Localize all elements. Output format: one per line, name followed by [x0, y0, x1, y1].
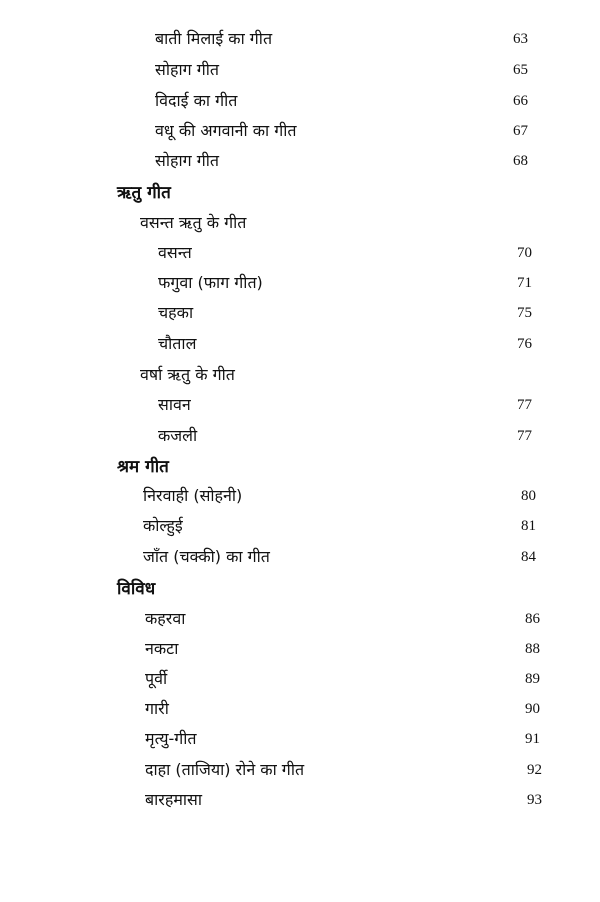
toc-entry	[0, 694, 600, 724]
toc-entry-title: चहका	[158, 303, 194, 322]
toc-entry-page: 89	[525, 671, 540, 687]
toc-entry-title: चौताल	[158, 334, 197, 353]
toc-entry	[0, 421, 600, 451]
section-heading-title: श्रम गीत	[117, 457, 169, 477]
toc-entry-page: 67	[513, 123, 528, 139]
toc-entry	[0, 724, 600, 754]
toc-entry-page: 80	[521, 488, 536, 504]
toc-entry-title: पूर्वी	[145, 669, 168, 688]
toc-entry-title: सावन	[158, 395, 191, 414]
toc-entry-page: 76	[517, 336, 532, 352]
toc-entry-page: 91	[525, 731, 540, 747]
toc-entry-page: 77	[517, 397, 532, 413]
toc-entry-page: 77	[517, 428, 532, 444]
toc-entry	[0, 664, 600, 694]
toc-entry-page: 92	[527, 762, 542, 778]
toc-entry	[0, 634, 600, 664]
section-heading	[0, 452, 600, 482]
toc-entry-page: 68	[513, 153, 528, 169]
toc-entry-page: 81	[521, 518, 536, 534]
section-heading-title: विविध	[117, 579, 156, 599]
toc-entry-title: बारहमासा	[145, 790, 202, 809]
section-heading	[0, 574, 600, 604]
toc-entry-page: 84	[521, 549, 536, 565]
subsection-heading-title: वसन्त ऋतु के गीत	[140, 213, 247, 232]
toc-entry-page: 93	[527, 792, 542, 808]
toc-entry	[0, 55, 600, 85]
toc-entry	[0, 481, 600, 511]
toc-entry	[0, 511, 600, 541]
toc-entry-title: फगुवा (फाग गीत)	[158, 273, 263, 292]
toc-entry	[0, 268, 600, 298]
toc-entry-title: जाँत (चक्की) का गीत	[143, 547, 270, 566]
toc-entry	[0, 604, 600, 634]
toc-entry	[0, 116, 600, 146]
toc-entry-page: 63	[513, 31, 528, 47]
toc-entry-title: कजली	[158, 426, 198, 445]
toc-entry	[0, 146, 600, 176]
toc-entry	[0, 542, 600, 572]
section-heading	[0, 178, 600, 208]
toc-entry	[0, 238, 600, 268]
toc-entry-page: 65	[513, 62, 528, 78]
toc-entry-title: निरवाही (सोहनी)	[143, 486, 243, 505]
toc-entry-title: कोल्हुई	[143, 516, 183, 535]
toc-entry-title: वधू की अगवानी का गीत	[155, 121, 297, 140]
toc-entry	[0, 390, 600, 420]
toc-entry	[0, 86, 600, 116]
subsection-heading	[0, 360, 600, 390]
toc-entry-page: 75	[517, 305, 532, 321]
toc-entry-title: कहरवा	[145, 609, 186, 628]
toc-entry-title: दाहा (ताजिया) रोने का गीत	[145, 760, 305, 779]
subsection-heading	[0, 208, 600, 238]
toc-entry-title: नकटा	[145, 639, 179, 658]
toc-entry-page: 88	[525, 641, 540, 657]
toc-entry-page: 90	[525, 701, 540, 717]
toc-entry-title: वसन्त	[158, 243, 192, 262]
toc-entry-title: सोहाग गीत	[155, 60, 219, 79]
toc-entry-page: 86	[525, 611, 540, 627]
toc-entry-page: 70	[517, 245, 532, 261]
toc-entry-title: गारी	[145, 699, 169, 718]
toc-entry-title: सोहाग गीत	[155, 151, 219, 170]
toc-entry-title: बाती मिलाई का गीत	[155, 29, 273, 48]
toc-entry	[0, 24, 600, 54]
toc-entry	[0, 298, 600, 328]
toc-entry	[0, 785, 600, 815]
toc-entry-title: मृत्यु-गीत	[145, 729, 197, 748]
toc-entry-page: 71	[517, 275, 532, 291]
toc-entry	[0, 755, 600, 785]
subsection-heading-title: वर्षा ऋतु के गीत	[140, 365, 235, 384]
toc-entry	[0, 329, 600, 359]
toc-entry-page: 66	[513, 93, 528, 109]
toc-entry-title: विदाई का गीत	[155, 91, 238, 110]
section-heading-title: ऋतु गीत	[117, 183, 171, 203]
